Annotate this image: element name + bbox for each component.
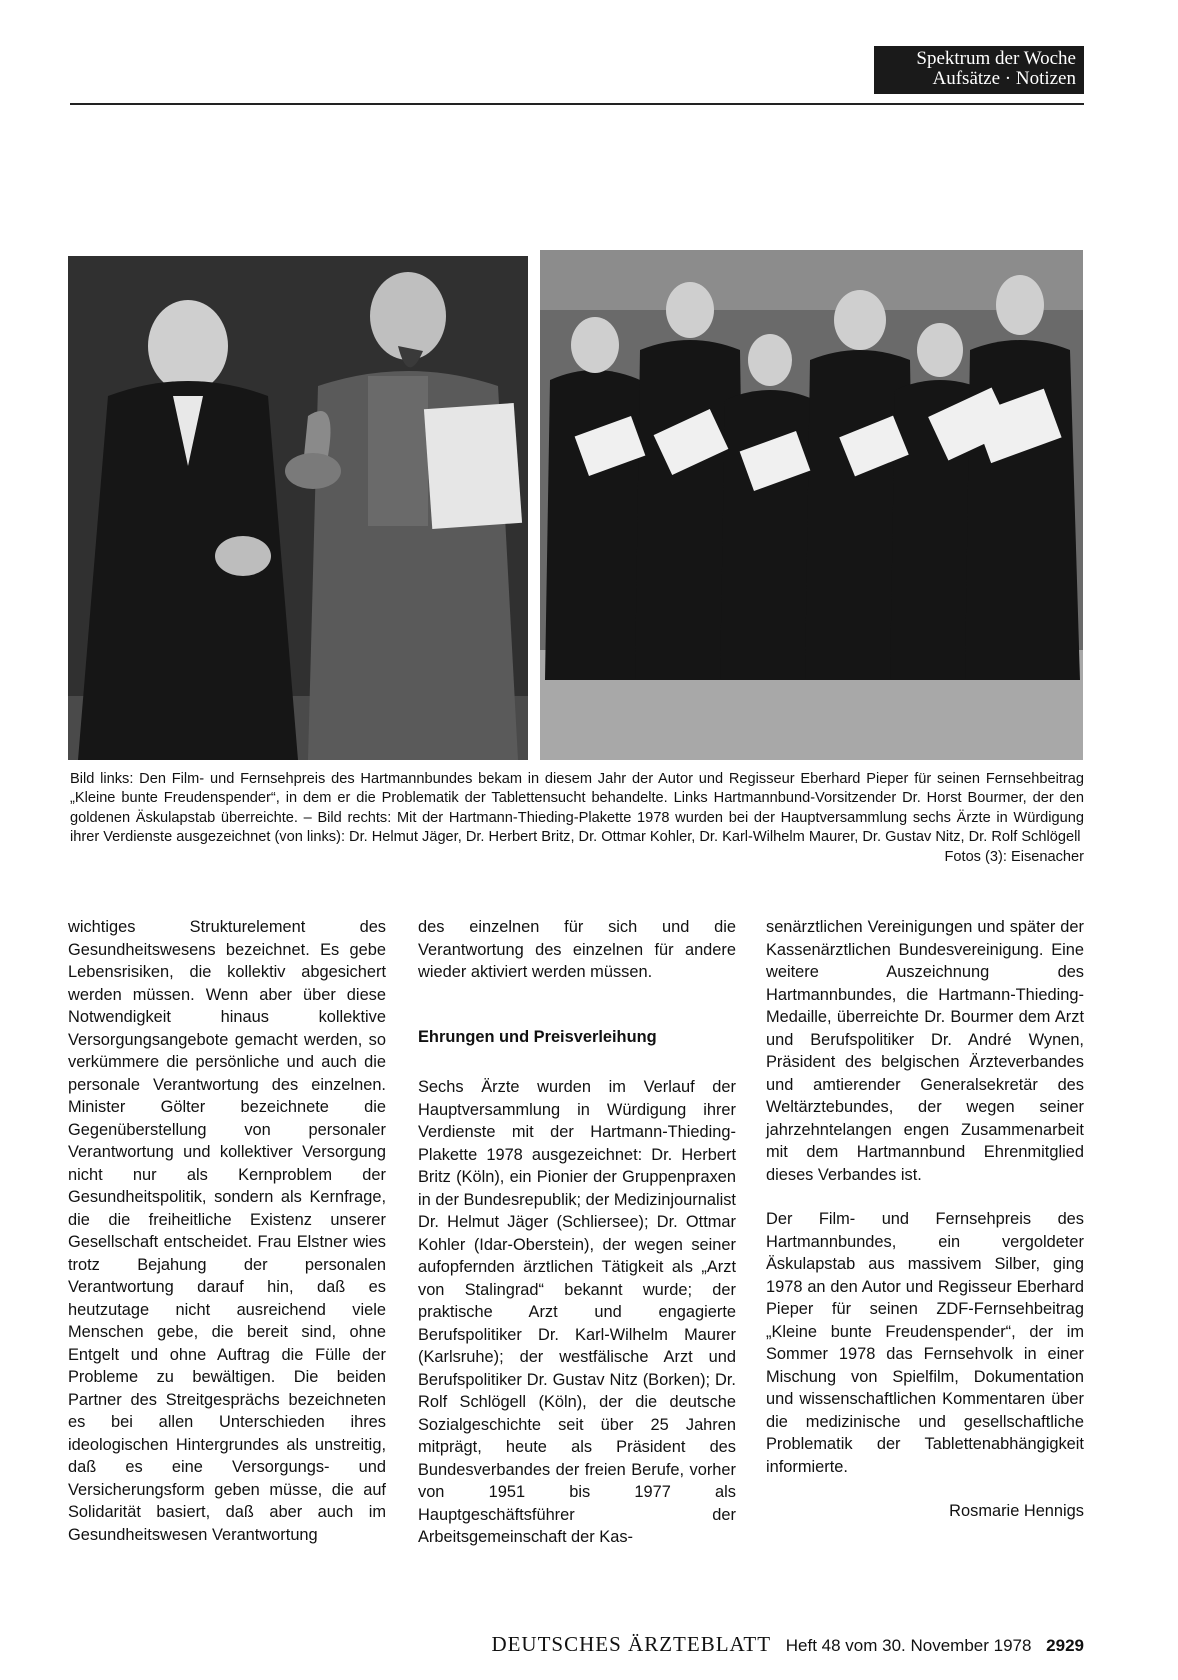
journal-name: DEUTSCHES ÄRZTEBLATT xyxy=(491,1632,772,1656)
paragraph: senärztlichen Vereinigungen und später der Kassenärztlichen Bundesvereinigung. Eine weitere Auszeichnung des Hartmannbundes, die Hartmann-Thieding-Medaille, überreichte Dr. Bourmer dem Arzt und Berufspolitiker Dr. André Wynen, Präsident des belgischen Ärzteverbandes und amtierender Generalsekretär des Weltärztebundes, der wegen seiner jahrzehntelangen engen Zusammenarbeit mit dem Hartmannbund Ehrenmitglied dieses Verbandes ist. xyxy=(766,918,1084,1184)
paragraph: wichtiges Strukturelement des Gesundheitswesens bezeichnet. Es gebe Lebensrisiken, die kollektiv abgesichert werden müssen. Wenn aber über diese Notwendigkeit hinaus kollektive Versorgungsangebote gemacht werden, so verkümmere die persönliche und auch die personale Verantwortung des einzelnen. Minister Gölter bezeichnete die Gegenüberstellung von personaler Verantwortung und kollektiver Versorgung nicht nur als Kernproblem der Gesundheitspolitik, sondern als Kernfrage, die die freiheitliche Existenz unserer Gesellschaft entscheidet. Frau Elstner wies trotz Bejahung der personalen Verantwortung darauf hin, daß es heutzutage nicht ausreichend viele Menschen gebe, die bereit sind, ohne Entgelt und ohne Auftrag die Fülle der Probleme zu bewältigen. Die beiden Partner des Streitgesprächs bezeichneten es bei allen Unterschieden ihres ideologischen Hintergrundes als unstreitig, daß es eine Versorgungs- und Versicherungsform geben müsse, die auf Solidarität basiert, daß aber auch im Gesundheitswesen Verantwortung xyxy=(68,918,386,1544)
author-signature: Rosmarie Hennigs xyxy=(949,1502,1084,1520)
article-column-2 xyxy=(418,916,736,1549)
caption-text: Bild links: Den Film- und Fernsehpreis des Hartmannbundes bekam in diesem Jahr der Autor und Regisseur Eberhard Pieper für seinen Fernsehbeitrag „Kleine bunte Freudenspender“, in dem er die Problematik der Tablettensucht behandelte. Links Hartmannbund-Vorsitzender Dr. Horst Bourmer, der den goldenen Äskulapstab überreichte. – Bild rechts: Mit der Hartmann-Thieding-Plakette 1978 wurden bei der Hauptversammlung sechs Ärzte in Würdigung ihrer Verdienste ausgezeichnet (von links): Dr. Helmut Jäger, Dr. Herbert Britz, Dr. Ottmar Kohler, Dr. Karl-Wilhelm Maurer, Dr. Gustav Nitz, Dr. Rolf Schlögell xyxy=(70,771,1084,846)
section-badge xyxy=(874,46,1084,94)
photo-right xyxy=(540,250,1083,760)
section-title: Spektrum der Woche xyxy=(916,48,1076,69)
page-footer xyxy=(0,1632,1084,1657)
section-heading: Ehrungen und Preisverleihung xyxy=(418,1027,657,1046)
paragraph: Sechs Ärzte wurden im Verlauf der Hauptversammlung in Würdigung ihrer Verdienste mit der Hartmann-Thieding-Plakette 1978 ausgezeichnet: Dr. Herbert Britz (Köln), ein Pionier der Gruppenpraxen in der Bundesrepublik; der Medizinjournalist Dr. Helmut Jäger (Schliersee); Dr. Ottmar Kohler (Idar-Oberstein), der wegen seiner aufopfernden ärztlichen Tätigkeit als „Arzt von Stalingrad“ bekannt wurde; der praktische Arzt und engagierte Berufspolitiker Dr. Karl-Wilhelm Maurer (Karlsruhe); der westfälische Arzt und Berufspolitiker Dr. Gustav Nitz (Borken); Dr. Rolf Schlögell (Köln), der die deutsche Sozialgeschichte seit über 25 Jahren mitprägt, heute als Präsident des Bundesverbandes der freien Berufe, vorher von 1951 bis 1977 als Hauptgeschäftsführer der Arbeitsgemeinschaft der Kas- xyxy=(418,1078,736,1546)
section-subtitle: Aufsätze · Notizen xyxy=(932,68,1076,89)
photo-credit: Fotos (3): Eisenacher xyxy=(944,848,1084,865)
header-rule xyxy=(70,103,1084,105)
photo-caption xyxy=(70,770,1084,867)
article-column-3 xyxy=(766,916,1084,1523)
page-number: 2929 xyxy=(1046,1636,1084,1655)
issue-info: Heft 48 vom 30. November 1978 xyxy=(785,1636,1032,1655)
paragraph: Der Film- und Fernsehpreis des Hartmannbundes, ein vergoldeter Äskulapstab aus massivem Silber, ging 1978 an den Autor und Regisseur Eberhard Pieper für seinen ZDF-Fernsehbeitrag „Kleine bunte Freudenspender“, der im Sommer 1978 das Fernsehvolk in einer Mischung von Spielfilm, Dokumentation und wissenschaftlichen Kommentaren über die medizinische und gesellschaftliche Problematik der Tablettenabhängigkeit informierte. xyxy=(766,1210,1084,1476)
article-column-1 xyxy=(68,916,386,1546)
paragraph: des einzelnen für sich und die Verantwortung des einzelnen für andere wieder aktiviert werden müssen. xyxy=(418,918,736,981)
photo-left xyxy=(68,256,528,760)
